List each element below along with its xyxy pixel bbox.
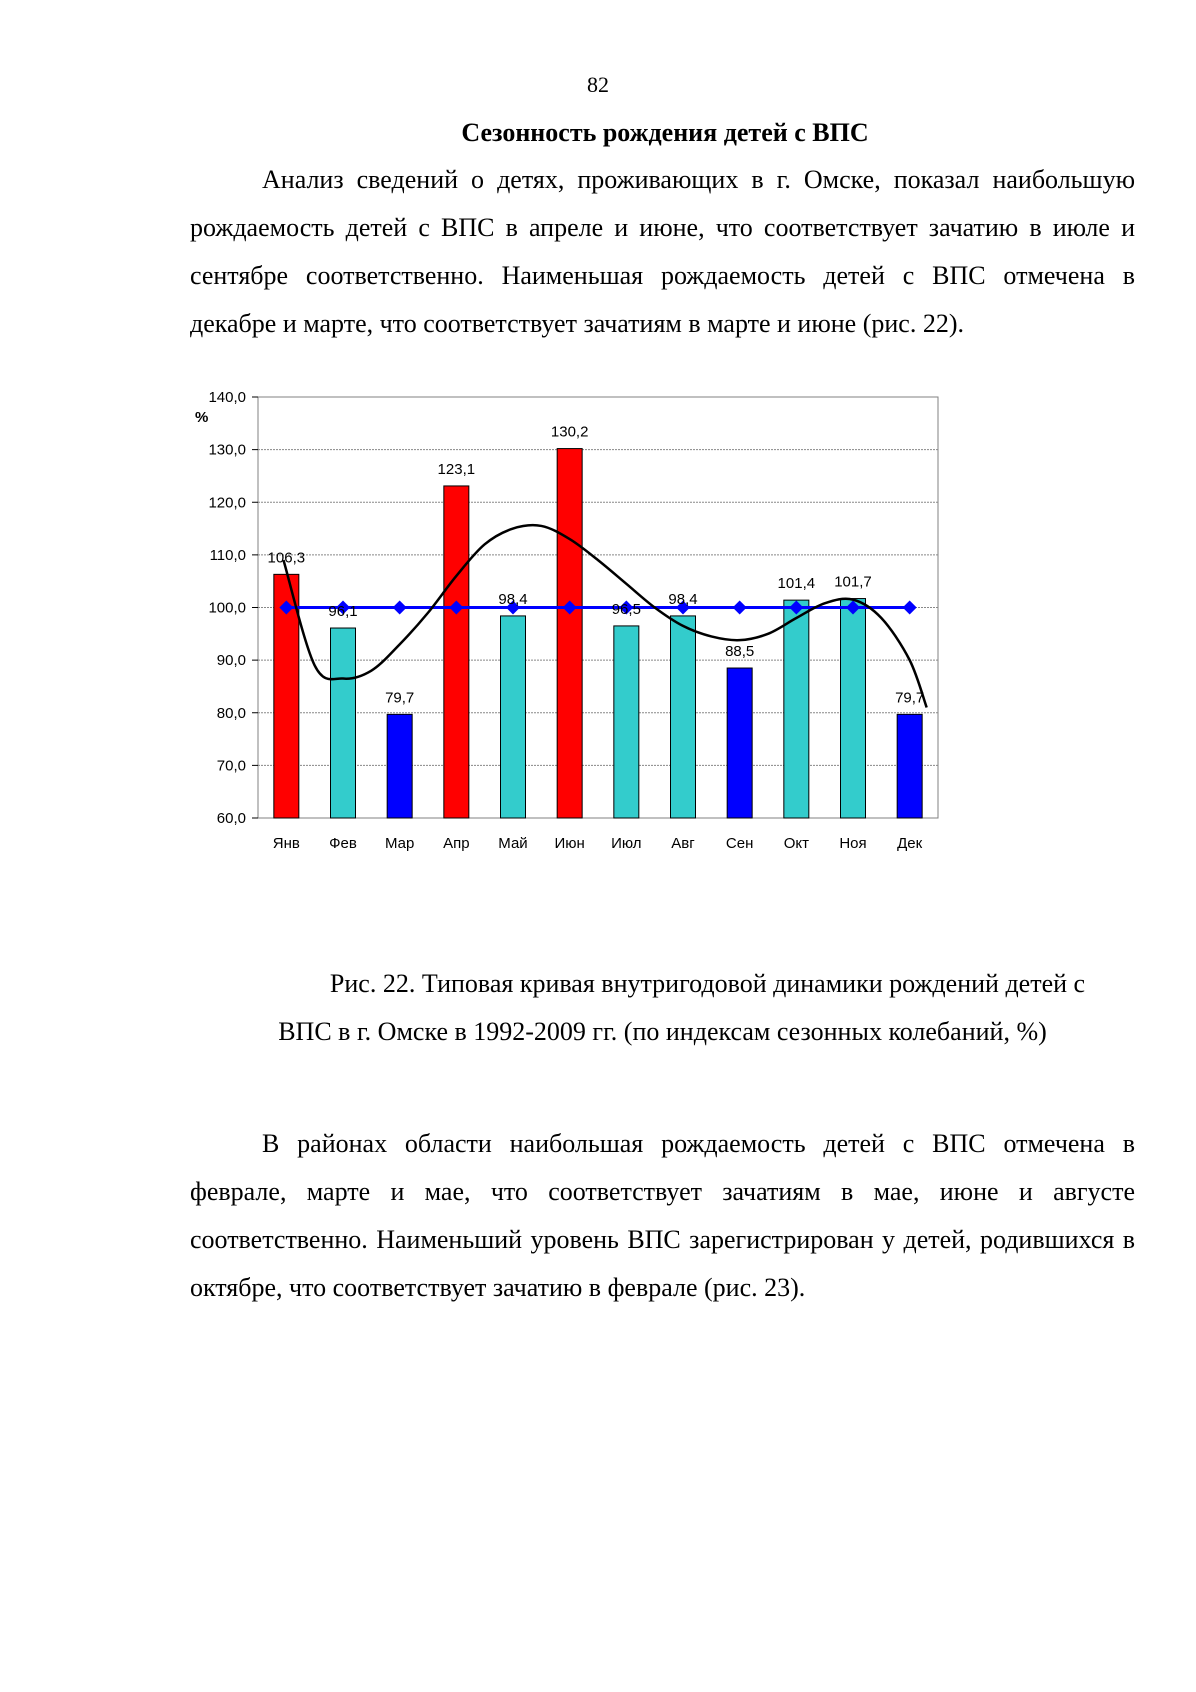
caption-line-2: ВПС в г. Омске в 1992-2009 гг. (по индексам сезонных колебаний, %): [278, 1017, 1047, 1046]
bar-Дек: [897, 714, 922, 818]
bar-Мар: [387, 714, 412, 818]
data-label-Июн: 130,2: [550, 423, 589, 441]
seasonality-chart: [190, 389, 1030, 938]
y-tick-label: 140,0: [208, 389, 246, 406]
x-tick-label: Июл: [611, 835, 642, 852]
x-tick-label: Мар: [384, 835, 415, 852]
y-tick-label: 110,0: [209, 546, 246, 564]
bar-Авг: [671, 616, 696, 818]
y-tick-label: 60,0: [216, 810, 246, 827]
data-label-Авг: 98,4: [668, 590, 698, 608]
caption-line-1: Рис. 22. Типовая кривая внутригодовой динамики рождений детей с: [329, 969, 1086, 998]
x-tick-label: Ноя: [839, 835, 867, 852]
data-label-Сен: 88,5: [725, 643, 755, 661]
page-number: 82: [587, 72, 609, 97]
data-label-Янв: 106,3: [267, 549, 306, 567]
paragraph-1: Анализ сведений о детях, проживающих в г. Омске, показал наибольшую рождаемость детей с ВПС в апреле и июне, что соответствует зачатию в июле и сентябре соответственно. Наименьшая рождаемость детей с ВПС отмечена в декабре и марте, что соответствует зачатиям в марте и июне (рис. 22).: [190, 165, 1135, 338]
data-label-Мар: 79,7: [385, 689, 415, 707]
x-tick-label: Июн: [554, 835, 585, 852]
y-axis-label: %: [195, 409, 209, 426]
x-tick-label: Фев: [329, 835, 357, 852]
data-label-Дек: 79,7: [895, 689, 925, 707]
data-label-Июл: 96,5: [611, 600, 641, 618]
bar-Апр: [444, 486, 469, 818]
x-tick-label: Янв: [272, 835, 300, 852]
y-tick-label: 70,0: [216, 757, 246, 775]
section-title: Сезонность рождения детей с ВПС: [461, 118, 869, 147]
y-tick-label: 130,0: [208, 441, 246, 459]
bar-Июл: [614, 626, 639, 818]
data-label-Фев: 96,1: [328, 603, 358, 621]
bar-Фев: [331, 628, 356, 818]
bar-Сен: [727, 668, 752, 818]
x-tick-label: Окт: [783, 835, 809, 852]
x-tick-label: Май: [498, 835, 528, 852]
data-label-Окт: 101,4: [777, 575, 816, 593]
x-tick-label: Апр: [443, 835, 470, 852]
x-tick-label: Дек: [897, 835, 923, 852]
y-tick-label: 90,0: [216, 652, 246, 670]
paragraph-2: В районах области наибольшая рождаемость детей с ВПС отмечена в феврале, марте и мае, что соответствует зачатиям в мае, июне и августе соответственно. Наименьший уровень ВПС зарегистрирован у детей, родившихся в октябре, что соответствует зачатию в феврале (рис. 23).: [190, 1129, 1135, 1302]
x-tick-label: Сен: [725, 835, 754, 852]
y-tick-label: 80,0: [216, 704, 246, 722]
y-tick-label: 120,0: [208, 494, 246, 512]
bar-Май: [501, 616, 526, 818]
x-tick-label: Авг: [671, 835, 695, 852]
bar-Ноя: [841, 599, 866, 818]
data-label-Ноя: 101,7: [834, 573, 872, 591]
figure-caption: [190, 960, 1135, 1056]
figure-22: [190, 389, 1030, 938]
data-label-Апр: 123,1: [437, 460, 476, 478]
data-label-Май: 98,4: [498, 590, 528, 608]
bar-Июн: [557, 449, 582, 818]
bar-Окт: [784, 600, 809, 818]
y-tick-label: 100,0: [208, 599, 246, 617]
